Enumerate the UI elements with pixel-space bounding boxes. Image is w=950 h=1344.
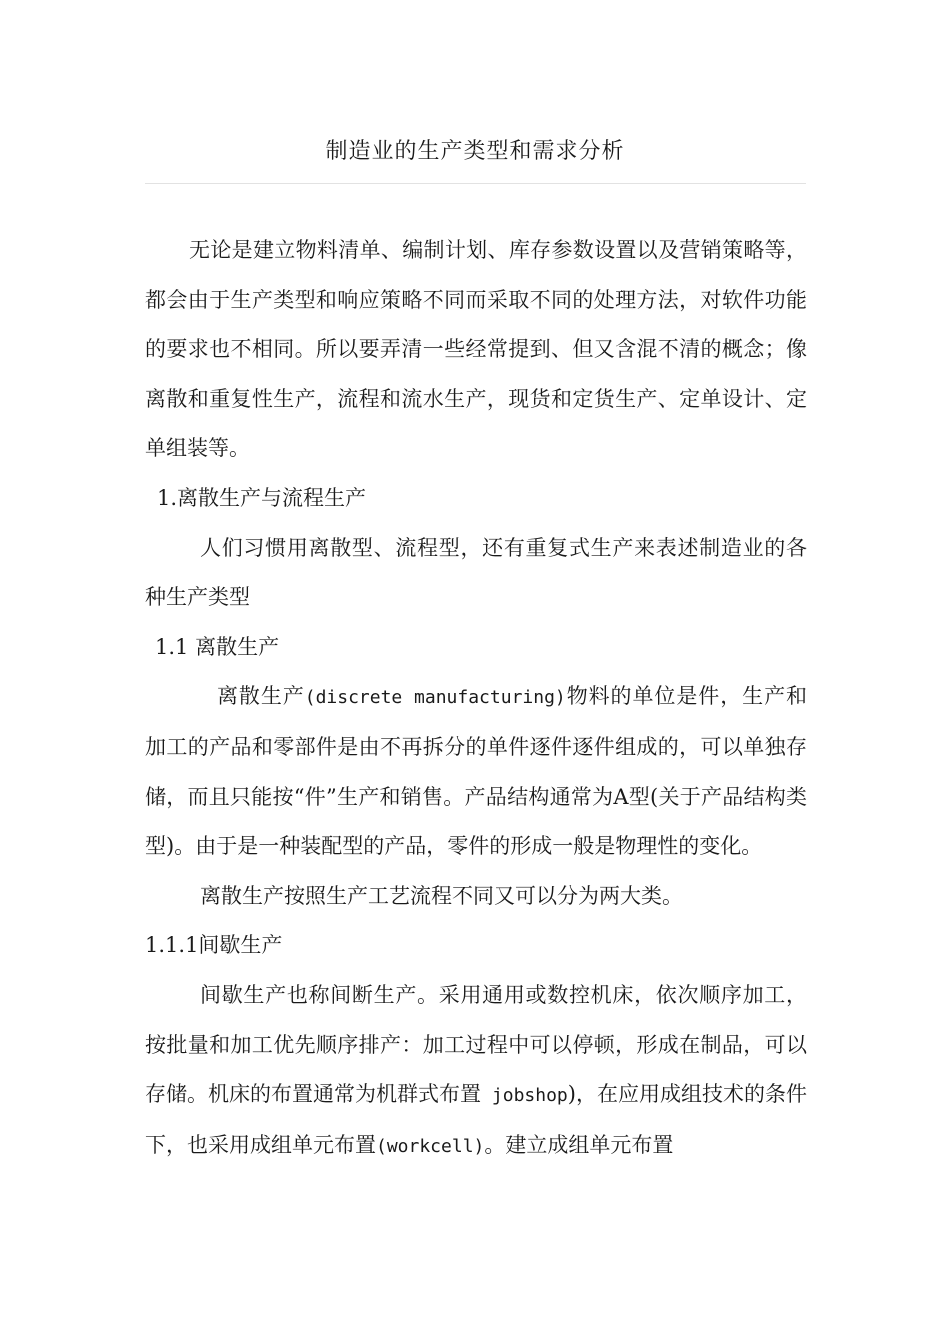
section-1-1-paragraph	[145, 672, 807, 871]
paragraph-text: 离散生产	[217, 684, 305, 709]
section-1-1-1-paragraph	[145, 971, 807, 1171]
intro-paragraph: 无论是建立物料清单、编制计划、库存参数设置以及营销策略等，都会由于生产类型和响应策略不同而采取不同的处理方法，对软件功能的要求也不相同。所以要弄清一些经常提到、但又含混不清的概念；像离散和重复性生产，流程和流水生产，现货和定货生产、定单设计、定单组装等。	[145, 238, 807, 461]
paragraph-text: 。建立成组单元布置	[484, 1132, 674, 1157]
section-1-1-paragraph-2: 离散生产按照生产工艺流程不同又可以分为两大类。	[200, 883, 683, 908]
title-divider	[145, 183, 806, 184]
paragraph-text: )，在应用成组技术的条件下，也采用成组单元布置	[145, 1082, 807, 1157]
paragraph-text: 间歇生产也称间断生产。采用通用或数控机床，依次顺序加工，按批量和加工优先顺序排产：加工过程中可以停顿，形成在制品，可以存储。机床的布置通常为机群式布置	[145, 982, 807, 1107]
section-heading-1-1-1: 1.1.1间歇生产	[145, 933, 283, 958]
paragraph-text-term: jobshop	[481, 1085, 568, 1107]
section-heading-1-1: 1.1 离散生产	[155, 634, 280, 659]
paragraph-text-term: (discrete manufacturing)	[304, 687, 566, 709]
document-body	[145, 226, 807, 1171]
section-heading-1: 1.离散生产与流程生产	[157, 485, 367, 510]
document-title: 制造业的生产类型和需求分析	[325, 139, 625, 164]
paragraph-text-term: (workcell)	[376, 1135, 485, 1157]
section-1-paragraph: 人们习惯用离散型、流程型，还有重复式生产来表述制造业的各种生产类型	[145, 535, 807, 610]
paragraph-text: 物料的单位是件，生产和加工的产品和零部件是由不再拆分的单件逐件逐件组成的，可以单独存储，而且只能按“件”生产和销售。产品结构通常为A型(关于产品结构类型)。由于是一种装配型的产品，零件的形成一般是物理性的变化。	[145, 684, 808, 859]
